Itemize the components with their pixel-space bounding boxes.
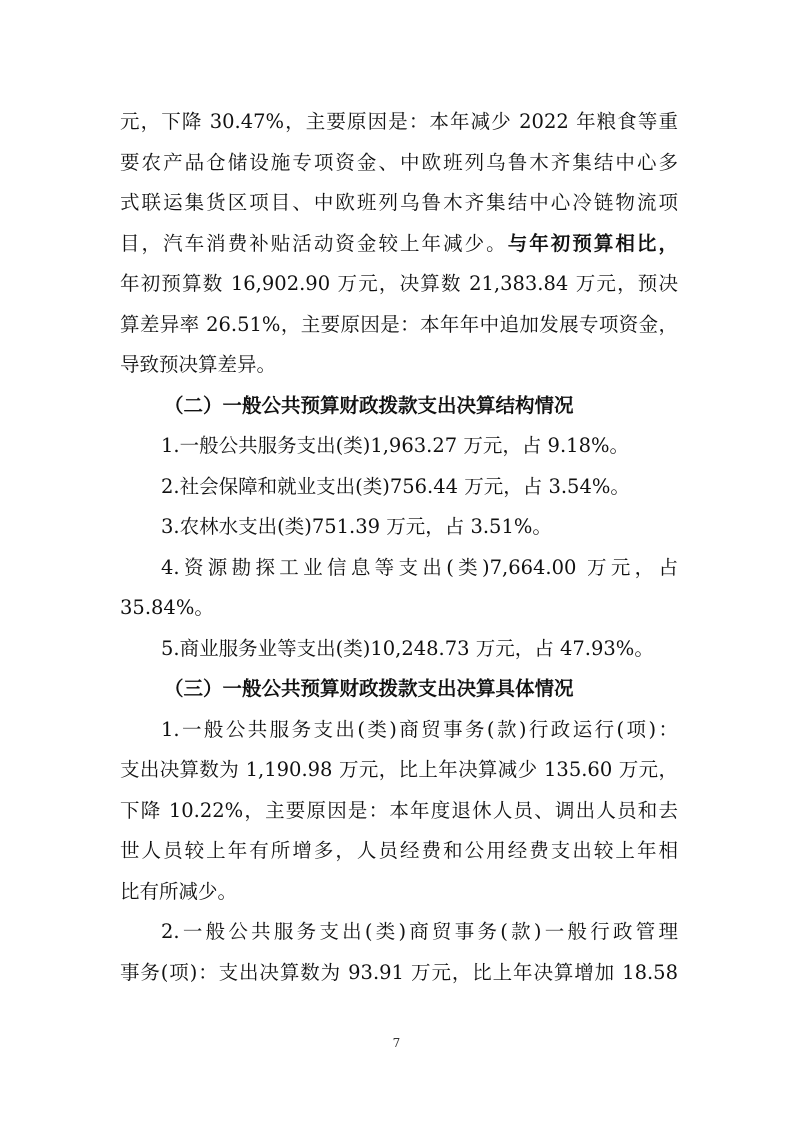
text-line: 元，下降 30.47%，主要原因是：本年减少 2022 年粮食等重 [120,110,678,133]
body-text [120,102,678,993]
text-line-mixed [120,224,678,265]
list-item: 2.社会保障和就业支出(类)756.44 万元，占 3.54%。 [161,474,630,498]
page-number: 7 [392,1036,401,1050]
list-item: 4.资源勘探工业信息等支出(类)7,664.00 万元，占 [161,555,678,579]
list-item: 2.一般公共服务支出(类)商贸事务(款)一般行政管理 [161,920,678,943]
section-heading-detail: （三）一般公共预算财政拨款支出决算具体情况 [164,677,574,700]
text-line: 下降 10.22%，主要原因是：本年度退休人员、调出人员和去 [120,798,678,822]
list-item-continuation: 35.84%。 [120,596,214,619]
text-line: 式联运集货区项目、中欧班列乌鲁木齐集结中心冷链物流项 [120,191,678,214]
text-line: 世人员较上年有所增多，人员经费和公用经费支出较上年相 [120,839,678,862]
text-fragment: 目，汽车消费补贴活动资金较上年减少。 [120,231,508,255]
text-line: 支出决算数为 1,190.98 万元，比上年决算减少 135.60 万元， [120,758,678,781]
text-line: 事务(项)：支出决算数为 93.91 万元，比上年决算增加 18.58 [120,960,678,984]
text-line: 年初预算数 16,902.90 万元，决算数 21,383.84 万元，预决 [120,272,678,295]
text-line: 要农产品仓储设施专项资金、中欧班列乌鲁木齐集结中心多 [120,150,678,174]
section-heading-structure: （二）一般公共预算财政拨款支出决算结构情况 [164,393,574,417]
text-line: 比有所减少。 [120,879,238,903]
list-item: 3.农林水支出(类)751.39 万元，占 3.51%。 [161,515,552,538]
list-item: 5.商业服务业等支出(类)10,248.73 万元，占 47.93%。 [161,636,654,660]
bold-comparison-phrase: 与年初预算相比， [507,231,678,255]
list-item: 1.一般公共服务支出(类)商贸事务(款)行政运行(项)： [161,717,678,741]
list-item: 1.一般公共服务支出(类)1,963.27 万元，占 9.18%。 [161,434,630,457]
text-line: 导致预决算差异。 [120,353,277,376]
text-line: 算差异率 26.51%，主要原因是：本年年中追加发展专项资金， [120,312,678,336]
